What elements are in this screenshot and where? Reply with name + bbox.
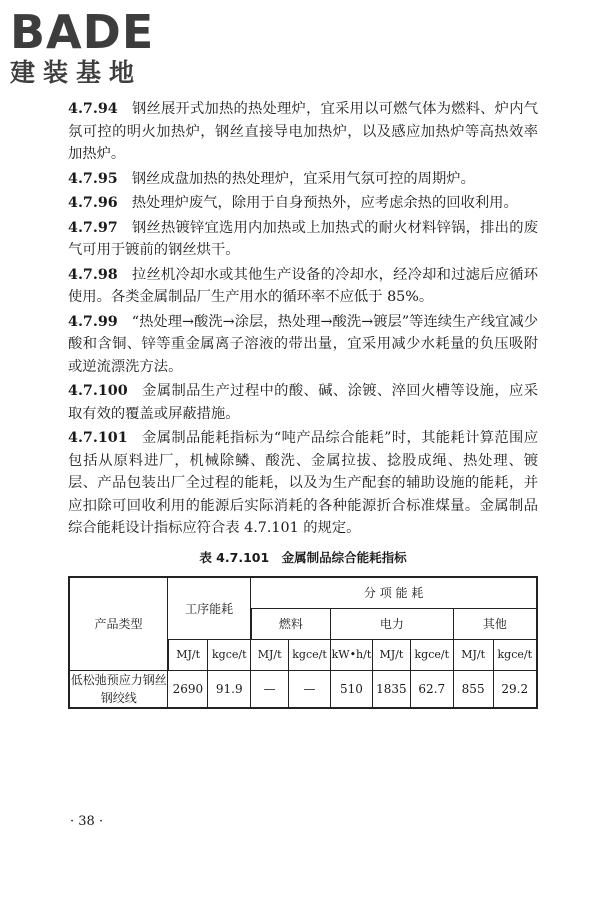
value-cell: 62.7 xyxy=(410,670,453,708)
value-cell: 1835 xyxy=(372,670,410,708)
header-electricity: 电力 xyxy=(330,608,453,639)
clause-number: 4.7.94 xyxy=(68,101,118,117)
clause-4-7-99 xyxy=(68,311,538,379)
unit-cell: MJ/t xyxy=(453,639,493,670)
clause-text: 钢丝热镀锌宜选用内加热或上加热式的耐火材料锌锅，排出的废气可用于镀前的钢丝烘干。 xyxy=(68,219,538,258)
table-row xyxy=(69,670,537,708)
header-fuel: 燃料 xyxy=(251,608,331,639)
unit-cell: kgce/t xyxy=(410,639,453,670)
clause-4-7-97 xyxy=(68,217,538,262)
unit-cell: kW•h/t xyxy=(330,639,372,670)
clause-4-7-94 xyxy=(68,98,538,166)
header-product-type: 产品类型 xyxy=(69,577,168,671)
header-process-energy: 工序能耗 xyxy=(168,577,251,640)
clause-text: 金属制品能耗指标为“吨产品综合能耗”时，其能耗计算范围应包括从原料进厂，机械除鳞、酸洗、金属拉拔、捻股成绳、热处理、镀层、产品包装出厂全过程的能耗，以及为生产配套的辅助设施的能耗，并应扣除可回收利用的能源后实际消耗的各种能源折合标准煤量。金属制品综合能耗设计指标应符合表 4.7.101 的规定。 xyxy=(68,430,538,536)
clause-4-7-96 xyxy=(68,192,538,215)
clause-text: 钢丝成盘加热的热处理炉，宜采用气氛可控的周期炉。 xyxy=(131,170,475,187)
clause-text: 拉丝机冷却水或其他生产设备的冷却水，经冷却和过滤后应循环使用。各类金属制品厂生产用水的循环率不应低于 85%。 xyxy=(68,266,538,305)
value-cell: 91.9 xyxy=(208,670,251,708)
header-other: 其他 xyxy=(453,608,537,639)
header-itemized-energy: 分 项 能 耗 xyxy=(251,577,537,609)
clause-number: 4.7.97 xyxy=(68,219,118,236)
value-cell: — xyxy=(251,670,289,708)
clause-text: 热处理炉废气，除用于自身预热外，应考虑余热的回收利用。 xyxy=(131,195,518,211)
value-cell: 29.2 xyxy=(493,670,537,708)
clause-number: 4.7.96 xyxy=(68,195,118,211)
clause-4-7-95 xyxy=(68,168,538,191)
unit-cell: kgce/t xyxy=(289,639,331,670)
clause-4-7-98 xyxy=(68,264,538,309)
clause-4-7-101 xyxy=(68,427,538,540)
unit-cell: MJ/t xyxy=(251,639,289,670)
unit-cell: MJ/t xyxy=(168,639,208,670)
page-number: · 38 · xyxy=(70,814,104,829)
logo-wordmark: BADE xyxy=(10,5,155,59)
clause-number: 4.7.98 xyxy=(68,266,118,283)
value-cell: 2690 xyxy=(168,670,208,708)
clause-number: 4.7.101 xyxy=(68,430,128,446)
unit-cell: kgce/t xyxy=(208,639,251,670)
value-cell: — xyxy=(289,670,331,708)
clause-number: 4.7.99 xyxy=(68,313,118,330)
document-body xyxy=(68,98,538,709)
value-cell: 855 xyxy=(453,670,493,708)
clause-number: 4.7.95 xyxy=(68,170,118,187)
publisher-logo xyxy=(10,5,155,88)
clause-text: “热处理→酸洗→涂层，热处理→酸洗→镀层”等连续生产线宜减少酸和含铜、锌等重金属离子溶液的带出量，宜采用减少水耗量的负压吸附或逆流漂洗方法。 xyxy=(68,313,538,375)
clause-number: 4.7.100 xyxy=(68,383,128,399)
energy-consumption-table xyxy=(68,576,538,709)
logo-subtitle: 建装基地 xyxy=(10,58,143,87)
unit-cell: kgce/t xyxy=(493,639,537,670)
clause-4-7-100 xyxy=(68,380,538,425)
unit-cell: MJ/t xyxy=(372,639,410,670)
clause-text: 金属制品生产过程中的酸、碱、涂镀、淬回火槽等设施，应采取有效的覆盖或屏蔽措施。 xyxy=(68,383,538,422)
product-name-cell: 低松弛预应力钢丝钢绞线 xyxy=(69,670,168,708)
value-cell: 510 xyxy=(330,670,372,708)
table-caption: 表 4.7.101 金属制品综合能耗指标 xyxy=(199,549,407,565)
clause-text: 钢丝展开式加热的热处理炉，宜采用以可燃气体为燃料、炉内气氛可控的明火加热炉，钢丝直接导电加热炉，以及感应加热炉等高热效率加热炉。 xyxy=(68,101,538,162)
